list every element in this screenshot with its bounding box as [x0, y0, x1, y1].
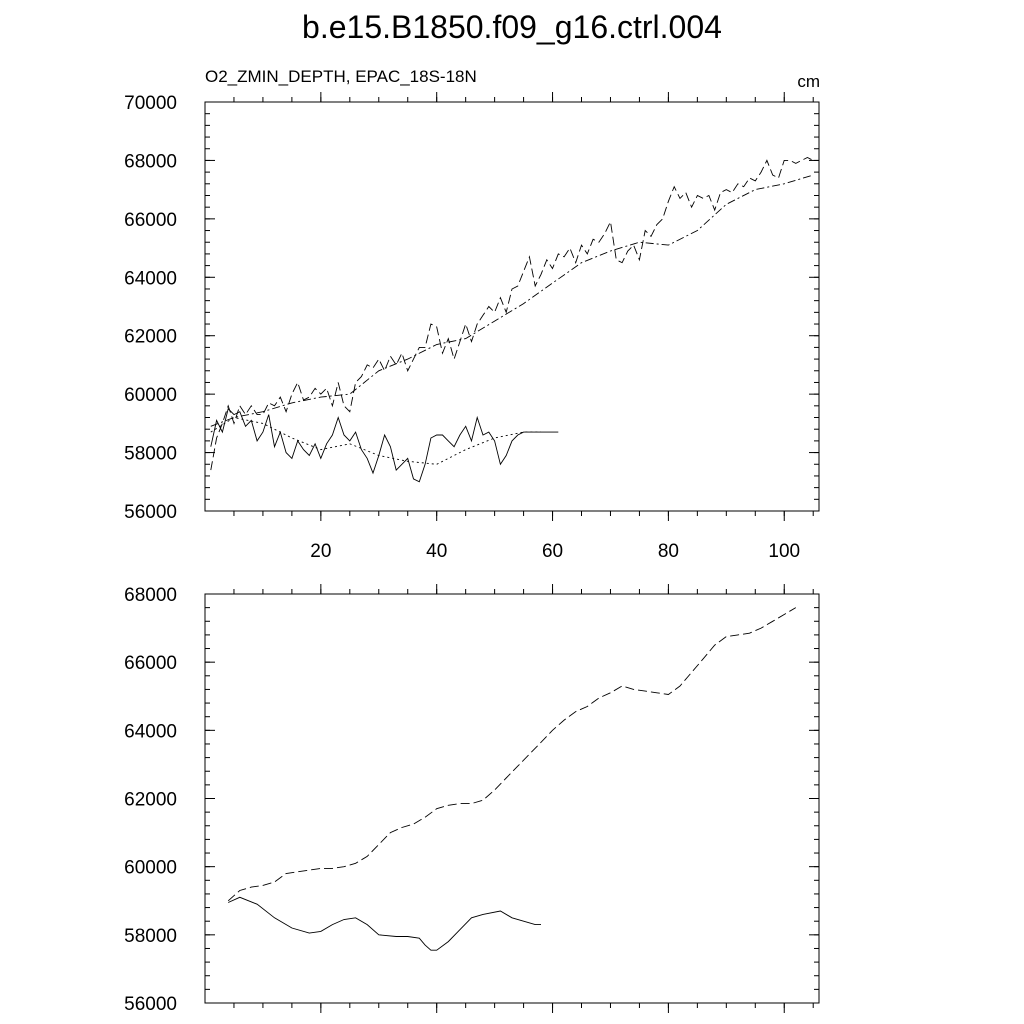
- top-y-tick-label: 62000: [124, 326, 177, 348]
- top-y-tick-label: 58000: [124, 443, 177, 465]
- top-panel-subtitle-left: O2_ZMIN_DEPTH, EPAC_18S-18N: [205, 67, 477, 86]
- bottom-series-dash-line: [228, 608, 796, 901]
- top-x-tick-label: 80: [657, 541, 679, 562]
- bottom-y-tick-label: 62000: [124, 789, 177, 811]
- top-y-tick-label: 56000: [124, 502, 177, 523]
- top-plot-frame: [205, 102, 819, 511]
- top-x-tick-label: 100: [768, 541, 801, 562]
- bottom-series-solid-line: [228, 897, 541, 950]
- bottom-panel: [124, 584, 819, 1015]
- top-series-dash-line: [211, 158, 813, 471]
- bottom-y-tick-label: 68000: [124, 585, 177, 606]
- bottom-y-tick-label: 58000: [124, 925, 177, 947]
- bottom-y-tick-label: 66000: [124, 653, 177, 675]
- top-x-tick-label: 20: [310, 541, 332, 562]
- top-x-tick-label: 40: [426, 541, 448, 562]
- top-panel: [124, 67, 820, 562]
- bottom-y-tick-label: 64000: [124, 721, 177, 743]
- top-y-tick-label: 66000: [124, 209, 177, 231]
- top-y-tick-label: 64000: [124, 268, 177, 290]
- top-series-dot-line: [211, 418, 541, 465]
- top-y-tick-label: 70000: [124, 93, 177, 114]
- bottom-y-tick-label: 56000: [124, 994, 177, 1015]
- top-series-dashdot-line: [211, 175, 813, 426]
- bottom-y-tick-label: 60000: [124, 857, 177, 879]
- top-y-tick-label: 68000: [124, 151, 177, 173]
- bottom-plot-frame: [205, 594, 819, 1003]
- top-panel-units: cm: [797, 72, 820, 91]
- top-series-solid-line: [211, 409, 559, 482]
- top-x-tick-label: 60: [541, 541, 564, 562]
- page-title: b.e15.B1850.f09_g16.ctrl.004: [302, 9, 722, 45]
- top-y-tick-label: 60000: [124, 385, 177, 407]
